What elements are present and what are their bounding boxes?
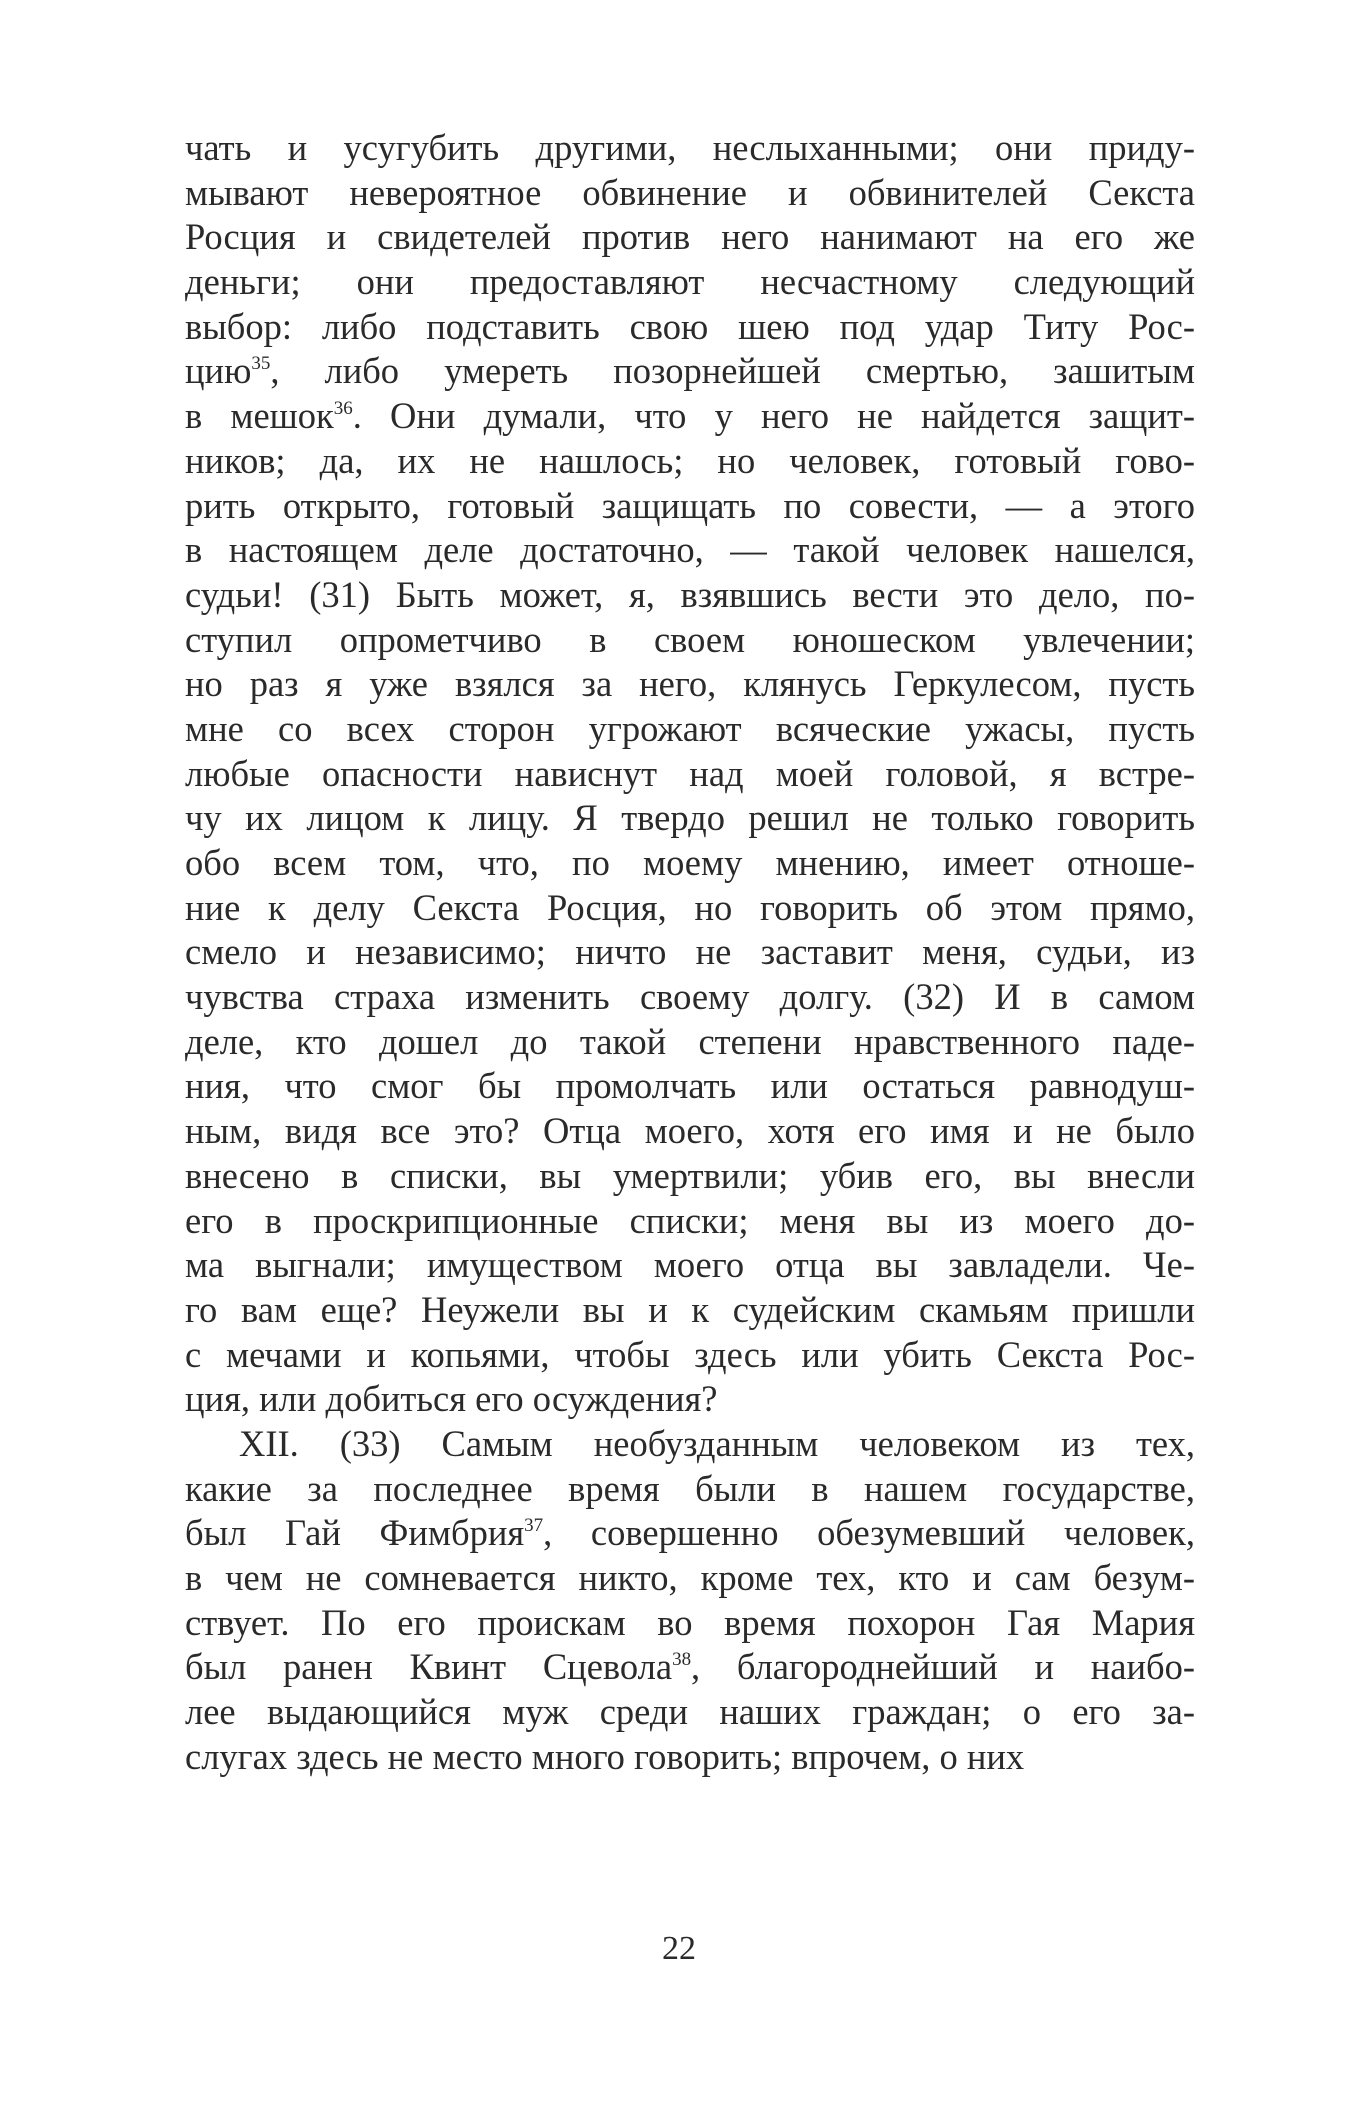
- text-segment: чать и усугубить другими, неслыханными; они приду-: [185, 127, 1195, 168]
- text-line: [185, 1064, 1195, 1109]
- text-segment: ников; да, их не нашлось; но человек, готовый гово-: [185, 439, 1195, 481]
- text-line: [185, 707, 1195, 752]
- text-segment: рить открыто, готовый защищать по совести, — а этого: [185, 484, 1195, 526]
- text-segment: чувства страха изменить своему долгу. (32) И в самом: [185, 976, 1195, 1018]
- text-segment: обо всем том, что, по моему мнению, имеет отноше-: [185, 842, 1195, 883]
- text-line: [185, 215, 1195, 260]
- text-line: [185, 484, 1195, 529]
- text-line: [185, 796, 1195, 841]
- text-segment: ция, или добиться его осуждения?: [185, 1378, 718, 1420]
- footnote-ref: 37: [524, 1515, 544, 1537]
- text-line: [185, 528, 1195, 573]
- text-line: [185, 394, 1195, 439]
- text-segment: ствует. По его проискам во время похорон Гая Мария: [185, 1601, 1195, 1643]
- text-segment: ступил опрометчиво в своем юношеском увлечении;: [185, 618, 1195, 660]
- text-segment: судьи! (31) Быть может, я, взявшись вести это дело, по-: [185, 573, 1195, 615]
- paragraph: [185, 126, 1195, 1422]
- text-segment: любые опасности нависнут над моей головой, я встре-: [185, 752, 1195, 794]
- text-line: [185, 1422, 1195, 1467]
- text-line: [185, 171, 1195, 216]
- text-line: [185, 1690, 1195, 1735]
- text-line: [185, 752, 1195, 797]
- text-line: [185, 1735, 1195, 1780]
- text-segment: был Гай Фимбрия: [185, 1512, 525, 1554]
- text-line: [185, 126, 1195, 171]
- text-segment: ния, что смог бы промолчать или остаться равнодуш-: [185, 1065, 1195, 1107]
- text-segment: чу их лицом к лицу. Я твердо решил не только говорить: [185, 797, 1195, 839]
- text-segment: . Они думали, что у него не найдется защит-: [352, 395, 1195, 437]
- text-segment: го вам еще? Неужели вы и к судейским скамьям пришли: [185, 1288, 1195, 1330]
- text-line: [185, 1154, 1195, 1199]
- text-line: [185, 573, 1195, 618]
- text-line: [185, 1333, 1195, 1378]
- page-number: 22: [662, 1930, 696, 1967]
- text-line: [185, 1243, 1195, 1288]
- text-line: [185, 1288, 1195, 1333]
- footnote-ref: 38: [672, 1649, 692, 1671]
- text-line: [185, 1467, 1195, 1512]
- text-segment: в мешок: [185, 395, 334, 437]
- text-line: [185, 1377, 1195, 1422]
- text-segment: , благороднейший и наибо-: [691, 1646, 1195, 1688]
- text-segment: был ранен Квинт Сцевола: [185, 1646, 673, 1688]
- text-line: [185, 305, 1195, 350]
- text-segment: его в проскрипционные списки; меня вы из моего до-: [185, 1199, 1195, 1241]
- text-segment: ние к делу Секста Росция, но говорить об этом прямо,: [185, 886, 1195, 928]
- text-segment: деньги; они предоставляют несчастному следующий: [185, 261, 1195, 303]
- text-line: [185, 439, 1195, 484]
- text-segment: мывают невероятное обвинение и обвинителей Секста: [185, 171, 1195, 213]
- text-segment: деле, кто дошел до такой степени нравственного паде-: [185, 1020, 1195, 1062]
- text-line: [185, 886, 1195, 931]
- text-segment: выбор: либо подставить свою шею под удар Титу Рос-: [185, 305, 1195, 347]
- text-line: [185, 1199, 1195, 1244]
- text-segment: в настоящем деле достаточно, — такой человек нашелся,: [185, 529, 1195, 571]
- text-segment: с мечами и копьями, чтобы здесь или убить Секста Рос-: [185, 1333, 1195, 1375]
- text-line: [185, 975, 1195, 1020]
- footnote-ref: 36: [333, 397, 353, 419]
- text-segment: внесено в списки, вы умертвили; убив его, вы внесли: [185, 1154, 1195, 1196]
- text-segment: ма выгнали; имуществом моего отца вы завладели. Че-: [185, 1244, 1195, 1286]
- text-segment: XII. (33) Самым необузданным человеком из тех,: [239, 1422, 1195, 1464]
- text-line: [185, 930, 1195, 975]
- text-line: [185, 618, 1195, 663]
- text-segment: Росция и свидетелей против него нанимают на его же: [185, 216, 1195, 258]
- paragraph: [185, 1422, 1195, 1780]
- text-segment: в чем не сомневается никто, кроме тех, кто и сам безум-: [185, 1557, 1195, 1598]
- text-line: [185, 1556, 1195, 1601]
- text-line: [185, 1645, 1195, 1690]
- body-text: [185, 126, 1195, 1779]
- text-segment: , либо умереть позорнейшей смертью, зашитым: [270, 350, 1195, 392]
- text-segment: цию: [185, 350, 252, 392]
- text-line: [185, 662, 1195, 707]
- text-line: [185, 1601, 1195, 1646]
- text-line: [185, 1109, 1195, 1154]
- text-line: [185, 1511, 1195, 1556]
- text-segment: , совершенно обезумевший человек,: [543, 1512, 1195, 1554]
- text-segment: ным, видя все это? Отца моего, хотя его имя и не было: [185, 1110, 1195, 1152]
- text-line: [185, 349, 1195, 394]
- footnote-ref: 35: [251, 353, 271, 375]
- text-segment: мне со всех сторон угрожают всяческие ужасы, пусть: [185, 707, 1195, 749]
- text-segment: лее выдающийся муж среди наших граждан; о его за-: [185, 1691, 1195, 1733]
- text-segment: какие за последнее время были в нашем государстве,: [185, 1467, 1195, 1509]
- text-segment: но раз я уже взялся за него, клянусь Геркулесом, пусть: [185, 663, 1195, 705]
- text-line: [185, 260, 1195, 305]
- text-line: [185, 841, 1195, 886]
- text-segment: смело и независимо; ничто не заставит меня, судьи, из: [185, 931, 1195, 973]
- text-line: [185, 1020, 1195, 1065]
- text-segment: слугах здесь не место много говорить; впрочем, о них: [185, 1735, 1025, 1777]
